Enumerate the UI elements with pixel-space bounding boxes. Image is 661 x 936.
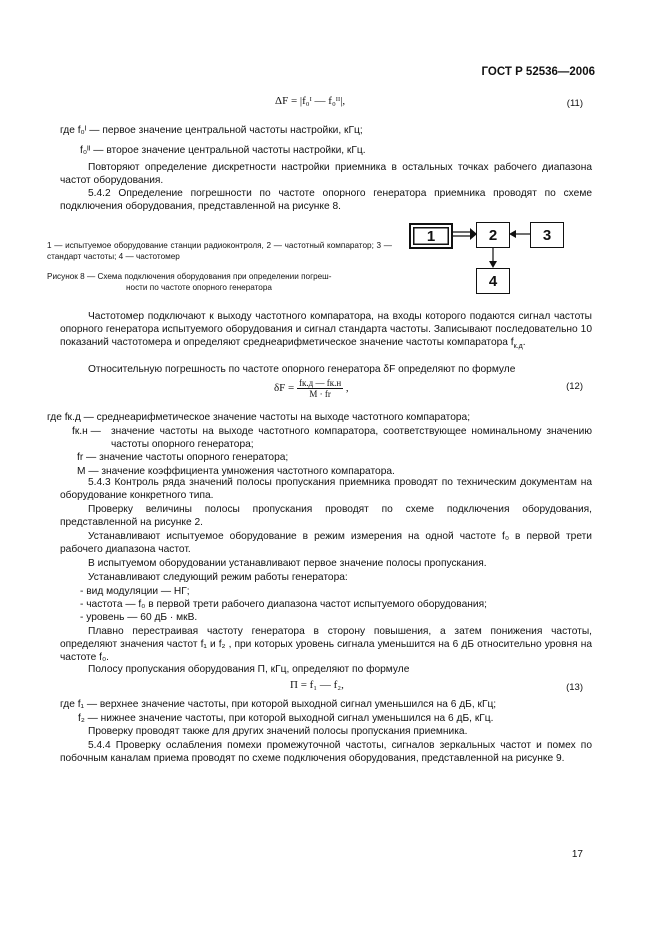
- def-symbol: fr —: [77, 452, 97, 463]
- paragraph: Проверку проводят также для других значений полосы пропускания приемника.: [88, 726, 468, 737]
- figure-legend: 1 — испытуемое оборудование станции радиоконтроля, 2 — частотный компаратор; 3 — стандарт частоты; 4 — частотомер: [47, 241, 392, 261]
- def-symbol: f₂ —: [78, 713, 98, 724]
- paragraph: Относительную погрешность по частоте опорного генератора δF определяют по формуле: [88, 364, 516, 375]
- formula-12: [274, 378, 349, 399]
- formula-13: П = f₁ — f₂,: [290, 679, 344, 691]
- def-prefix: где: [60, 699, 75, 710]
- formula-11-number: (11): [566, 98, 583, 109]
- paragraph: 5.4.3 Контроль ряда значений полосы пропускания приемника проводят по техническим документам на оборудование конкретного типа.: [60, 477, 592, 501]
- arrowhead: [509, 230, 516, 238]
- subscript: к.д: [513, 343, 523, 351]
- def-text: нижнее значение частоты, при которой выходной сигнал уменьшился на 6 дБ, кГц.: [100, 713, 494, 724]
- def-symbol: f₀ᴵ —: [77, 125, 100, 136]
- list-item: - уровень — 60 дБ · мкВ.: [80, 612, 198, 623]
- paragraph: Повторяют определение дискретности настройки приемника в остальных точках рабочего диапазона частот оборудования.: [60, 162, 592, 186]
- def-symbol: fк.н —: [72, 426, 101, 437]
- formula-13-number: (13): [566, 682, 583, 693]
- mode-list: [80, 585, 592, 624]
- formula-11-lhs: ΔF =: [275, 95, 298, 107]
- paragraph: В испытуемом оборудовании устанавливают первое значение полосы пропускания.: [88, 558, 487, 569]
- paragraph: Плавно перестраивая частоту генератора в сторону повышения, а затем понижения частоты, определяют значения частот f₁ и f₂ , при которых уровень сигнала уменьшится на 6 дБ относительно уровня на частоте f₀.: [60, 626, 592, 663]
- def-text: второе значение центральной частоты настройки, кГц.: [106, 145, 366, 156]
- def-text: первое значение центральной частоты настройки, кГц;: [102, 125, 363, 136]
- paragraph: Полосу пропускания оборудования П, кГц, определяют по формуле: [88, 664, 410, 675]
- figure-diagram: [405, 218, 575, 296]
- figure-caption-line2: ности по частоте опорного генератора: [126, 283, 272, 292]
- list-item: - частота — f₀ в первой трети рабочего диапазона частот испытуемого оборудования;: [80, 599, 487, 610]
- paragraph: [60, 310, 592, 353]
- figure-caption-line1: Рисунок 8 — Схема подключения оборудования при определении погреш-: [47, 272, 332, 281]
- def-text: значение частоты опорного генератора;: [99, 452, 289, 463]
- figure-caption: [47, 271, 392, 293]
- def-text: верхнее значение частоты, при которой выходной сигнал уменьшился на 6 дБ, кГц;: [99, 699, 497, 710]
- box-1: 1: [409, 223, 453, 249]
- def-symbol: f₀ᴵᴵ —: [80, 145, 104, 156]
- box-2: 2: [476, 222, 510, 248]
- formula-12-numerator: fк.д — fк.н: [299, 378, 342, 388]
- def-prefix: где: [60, 125, 75, 136]
- paragraph: 5.4.2 Определение погрешности по частоте опорного генератора приемника проводят по схеме подключения оборудования, представленной на рисунке 8.: [60, 188, 592, 212]
- arrowhead: [489, 261, 497, 268]
- paragraph: 5.4.4 Проверку ослабления помехи промежуточной частоты, сигналов зеркальных частот и помех по побочным каналам приема проводят по схеме подключения оборудования, представленной на рисунке 9.: [60, 740, 592, 764]
- def-symbol: M —: [77, 466, 99, 477]
- page-number: 17: [571, 849, 583, 860]
- paragraph-text: Частотомер подключают к выходу частотного компаратора, на входы которого подаются сигнал частоты опорного генератора испытуемого оборудования и сигнал стандарта частоты. Записывают последовательно 10 показаний частотомера и определяют среднеарифметическое значение частоты компаратора f: [60, 311, 592, 348]
- formula-12-lhs: δF =: [274, 382, 295, 395]
- formula-12-number: (12): [566, 381, 583, 392]
- def-prefix: где: [47, 412, 62, 423]
- paragraph: Устанавливают следующий режим работы генератора:: [88, 572, 348, 583]
- def-symbol: fк.д —: [64, 412, 94, 423]
- def-text: среднеарифметическое значение частоты на выходе частотного компаратора;: [96, 412, 471, 423]
- def-symbol: f₁ —: [77, 699, 98, 710]
- def-text: значение частоты на выходе частотного компаратора, соответствующее номинальному значению частоты опорного генератора;: [111, 426, 592, 450]
- def-text: значение коэффициента умножения частотного компаратора.: [101, 466, 395, 477]
- paragraph-end: .: [522, 337, 526, 348]
- formula-11: [275, 95, 345, 107]
- box-4: 4: [476, 268, 510, 294]
- standard-number: ГОСТ Р 52536—2006: [481, 66, 595, 78]
- box-3: 3: [530, 222, 564, 248]
- paragraph: Проверку величины полосы пропускания проводят по схеме подключения оборудования, представленной на рисунке 2.: [60, 504, 592, 528]
- paragraph: Устанавливают испытуемое оборудование в режим измерения на одной частоте f₀ в первой трети рабочего диапазона частот.: [60, 531, 592, 555]
- list-item: - вид модуляции — НГ;: [80, 586, 190, 597]
- formula-12-fraction: [297, 378, 343, 399]
- formula-12-tail: ,: [345, 382, 349, 395]
- formula-12-denominator: M · fr: [309, 389, 331, 399]
- formula-11-rhs: |f₀ᴵ — f₀ᴵᴵ|,: [299, 95, 346, 107]
